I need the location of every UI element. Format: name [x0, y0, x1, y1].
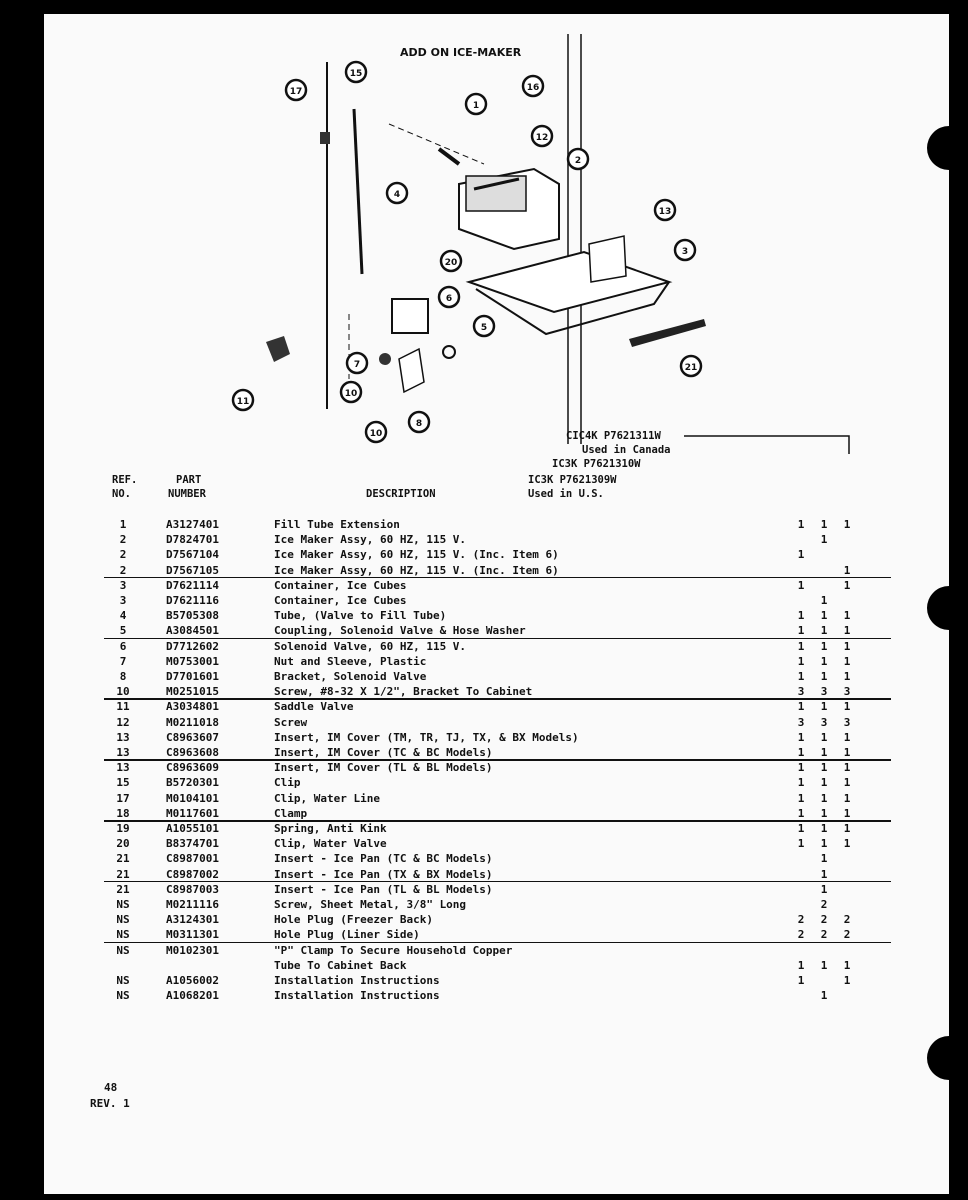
model-3-note: Used in U.S.	[528, 488, 604, 500]
qty-model-2-cell: 1	[820, 639, 828, 653]
qty-model-2-cell: 2	[820, 898, 828, 911]
table-row	[44, 760, 949, 775]
table-row	[44, 715, 949, 730]
qty-model-3-cell: 2	[797, 913, 805, 927]
group-divider	[104, 881, 891, 883]
qty-model-2-cell: 1	[820, 882, 828, 896]
description-cell: Insert, IM Cover (TL & BL Models)	[274, 761, 493, 775]
binder-hole-bottom	[927, 1036, 949, 1080]
ref-cell: NS	[116, 989, 130, 1003]
description-cell: Solenoid Valve, 60 HZ, 115 V.	[274, 639, 467, 653]
table-row	[44, 958, 949, 973]
table-row	[44, 532, 949, 547]
callout-11: 11	[236, 397, 250, 407]
part-number-cell: D7621114	[166, 578, 219, 592]
callout-1: 1	[472, 101, 480, 111]
callout-17: 17	[289, 87, 303, 97]
table-row	[44, 973, 949, 988]
part-number-cell: C8963608	[166, 746, 219, 759]
qty-model-1-cell: 1	[843, 806, 851, 820]
description-cell: Installation Instructions	[274, 974, 440, 987]
qty-model-3-cell: 1	[797, 654, 805, 668]
ref-cell: 1	[119, 518, 127, 531]
description-cell: Nut and Sleeve, Plastic	[274, 654, 427, 668]
callout-20: 20	[444, 258, 458, 268]
ref-cell: 10	[116, 685, 130, 699]
qty-model-1-cell: 1	[843, 974, 851, 987]
description-cell: Insert - Ice Pan (TC & BC Models)	[274, 852, 493, 866]
callout-7: 7	[353, 360, 361, 370]
table-row	[44, 517, 949, 532]
part-number-cell: C8987003	[166, 882, 219, 896]
qty-model-2-cell: 1	[820, 852, 828, 866]
ref-cell: NS	[116, 913, 130, 927]
model-1-note: Used in Canada	[582, 444, 671, 456]
ref-cell: 6	[119, 639, 127, 653]
table-row	[44, 851, 949, 866]
description-cell: Coupling, Solenoid Valve & Hose Washer	[274, 624, 526, 638]
description-cell: Insert, IM Cover (TM, TR, TJ, TX, & BX Models)	[274, 730, 579, 744]
table-row	[44, 882, 949, 897]
qty-model-2-cell: 1	[820, 518, 828, 531]
table-row	[44, 912, 949, 927]
ref-cell: 21	[116, 867, 130, 881]
description-cell: Installation Instructions	[274, 989, 440, 1003]
part-number-cell: D7824701	[166, 533, 219, 547]
qty-model-1-cell: 3	[843, 685, 851, 699]
table-row	[44, 623, 949, 638]
qty-model-1-cell: 1	[843, 563, 851, 577]
qty-model-2-cell: 1	[820, 670, 828, 683]
qty-model-2-cell: 1	[820, 761, 828, 775]
callout-2: 2	[574, 156, 582, 166]
model-1-label: CIC4K P7621311W	[566, 430, 661, 442]
group-divider	[104, 638, 891, 640]
description-cell: "P" Clamp To Secure Household Copper	[274, 943, 513, 957]
description-cell: Hole Plug (Liner Side)	[274, 928, 420, 942]
group-divider	[104, 759, 891, 761]
callout-21: 21	[684, 363, 698, 373]
qty-model-3-cell: 1	[797, 958, 805, 972]
model-3-label: IC3K P7621309W	[528, 474, 617, 486]
table-row	[44, 547, 949, 562]
group-divider	[104, 577, 891, 579]
qty-model-3-cell: 1	[797, 609, 805, 623]
parts-table	[44, 517, 949, 1007]
qty-model-2-cell: 2	[820, 928, 828, 942]
description-cell: Container, Ice Cubes	[274, 578, 407, 592]
qty-model-1-cell: 1	[843, 578, 851, 592]
table-row	[44, 578, 949, 593]
callout-10a: 10	[344, 389, 358, 399]
group-divider	[104, 698, 891, 700]
callout-13: 13	[658, 207, 672, 217]
part-number-cell: A3084501	[166, 624, 219, 638]
qty-model-2-cell: 1	[820, 609, 828, 623]
model-2-label: IC3K P7621310W	[552, 458, 641, 470]
table-row	[44, 988, 949, 1003]
description-cell: Clip	[274, 776, 301, 790]
col-description-header: DESCRIPTION	[366, 488, 436, 500]
part-number-cell: D7712602	[166, 639, 219, 653]
table-row	[44, 669, 949, 684]
part-number-cell: C8963609	[166, 761, 219, 775]
description-cell: Spring, Anti Kink	[274, 822, 387, 835]
part-number-cell: M0117601	[166, 806, 219, 820]
group-divider	[104, 820, 891, 822]
qty-model-1-cell: 1	[843, 776, 851, 790]
qty-model-1-cell: 2	[843, 928, 851, 942]
qty-model-2-cell: 1	[820, 730, 828, 744]
description-cell: Screw, #8-32 X 1/2", Bracket To Cabinet	[274, 685, 533, 699]
table-row	[44, 563, 949, 578]
qty-model-1-cell: 1	[843, 791, 851, 805]
ref-cell: 3	[119, 578, 127, 592]
qty-model-1-cell: 1	[843, 624, 851, 638]
qty-model-3-cell: 1	[797, 806, 805, 820]
qty-model-3-cell: 1	[797, 776, 805, 790]
part-number-cell: M0102301	[166, 943, 219, 957]
qty-model-1-cell: 1	[843, 654, 851, 668]
col-ref-header-2: NO.	[112, 488, 131, 500]
table-row	[44, 943, 949, 958]
ref-cell: 20	[116, 837, 130, 851]
description-cell: Tube To Cabinet Back	[274, 958, 407, 972]
table-row	[44, 699, 949, 714]
ref-cell: NS	[116, 928, 130, 942]
description-cell: Hole Plug (Freezer Back)	[274, 913, 433, 927]
ref-cell: 13	[116, 730, 130, 744]
ref-cell: 11	[116, 700, 130, 714]
description-cell: Clamp	[274, 806, 308, 820]
table-row	[44, 608, 949, 623]
qty-model-2-cell: 1	[820, 837, 828, 851]
table-row	[44, 806, 949, 821]
part-number-cell: M0311301	[166, 928, 219, 942]
part-number-cell: M0211116	[166, 898, 219, 911]
qty-model-2-cell: 1	[820, 624, 828, 638]
ref-cell: 5	[119, 624, 127, 638]
qty-model-1-cell: 1	[843, 639, 851, 653]
description-cell: Ice Maker Assy, 60 HZ, 115 V. (Inc. Item 6)	[274, 563, 559, 577]
callout-16b: 16	[526, 83, 540, 93]
part-number-cell: A3124301	[166, 913, 219, 927]
qty-model-3-cell: 1	[797, 518, 805, 531]
qty-model-1-cell: 1	[843, 837, 851, 851]
qty-model-2-cell: 3	[820, 715, 828, 729]
qty-model-1-cell: 2	[843, 913, 851, 927]
table-row	[44, 791, 949, 806]
description-cell: Clip, Water Line	[274, 791, 380, 805]
description-cell: Screw, Sheet Metal, 3/8" Long	[274, 898, 467, 911]
ref-cell: 13	[116, 761, 130, 775]
qty-model-2-cell: 1	[820, 533, 828, 547]
ref-cell: 18	[116, 806, 130, 820]
qty-model-1-cell: 3	[843, 715, 851, 729]
description-cell: Insert - Ice Pan (TX & BX Models)	[274, 867, 493, 881]
part-number-cell: M0753001	[166, 654, 219, 668]
ref-cell: 2	[119, 563, 127, 577]
ref-cell: 3	[119, 594, 127, 607]
table-row	[44, 654, 949, 669]
part-number-cell: C8987002	[166, 867, 219, 881]
qty-model-3-cell: 1	[797, 746, 805, 759]
callout-10b: 10	[369, 429, 383, 439]
ref-cell: NS	[116, 974, 130, 987]
qty-model-3-cell: 1	[797, 791, 805, 805]
description-cell: Container, Ice Cubes	[274, 594, 407, 607]
description-cell: Ice Maker Assy, 60 HZ, 115 V.	[274, 533, 467, 547]
ref-cell: 8	[119, 670, 127, 683]
part-number-cell: C8987001	[166, 852, 219, 866]
description-cell: Ice Maker Assy, 60 HZ, 115 V. (Inc. Item 6)	[274, 548, 559, 562]
part-number-cell: A1056002	[166, 974, 219, 987]
qty-model-3-cell: 1	[797, 548, 805, 562]
qty-model-3-cell: 1	[797, 624, 805, 638]
qty-model-2-cell: 1	[820, 654, 828, 668]
part-number-cell: M0104101	[166, 791, 219, 805]
part-number-cell: D7567104	[166, 548, 219, 562]
description-cell: Insert, IM Cover (TC & BC Models)	[274, 746, 493, 759]
description-cell: Tube, (Valve to Fill Tube)	[274, 609, 447, 623]
part-number-cell: A3127401	[166, 518, 219, 531]
qty-model-3-cell: 3	[797, 685, 805, 699]
part-number-cell: A1068201	[166, 989, 219, 1003]
callout-8: 8	[415, 419, 423, 429]
description-cell: Bracket, Solenoid Valve	[274, 670, 427, 683]
qty-model-2-cell: 1	[820, 594, 828, 607]
ref-cell: 17	[116, 791, 130, 805]
description-cell: Insert - Ice Pan (TL & BL Models)	[274, 882, 493, 896]
revision: REV. 1	[90, 1097, 130, 1110]
qty-model-3-cell: 1	[797, 730, 805, 744]
part-number-cell: B5720301	[166, 776, 219, 790]
ref-cell: 7	[119, 654, 127, 668]
ref-cell: 2	[119, 533, 127, 547]
qty-model-3-cell: 1	[797, 578, 805, 592]
table-row	[44, 821, 949, 836]
qty-model-3-cell: 3	[797, 715, 805, 729]
ref-cell: 13	[116, 746, 130, 759]
table-row	[44, 927, 949, 942]
qty-model-1-cell: 1	[843, 609, 851, 623]
table-row	[44, 897, 949, 912]
callout-16a: 15	[349, 69, 363, 79]
qty-model-3-cell: 1	[797, 822, 805, 835]
description-cell: Screw	[274, 715, 308, 729]
callout-3: 3	[681, 247, 689, 257]
qty-model-1-cell: 1	[843, 730, 851, 744]
part-number-cell: M0211018	[166, 715, 219, 729]
qty-model-3-cell: 1	[797, 974, 805, 987]
table-row	[44, 836, 949, 851]
ref-cell: 19	[116, 822, 130, 835]
qty-model-2-cell: 1	[820, 958, 828, 972]
callout-5: 5	[480, 323, 488, 333]
table-row	[44, 593, 949, 608]
description-cell: Clip, Water Valve	[274, 837, 387, 851]
part-number-cell: D7621116	[166, 594, 219, 607]
col-part-header-1: PART	[176, 474, 202, 486]
ref-cell: 12	[116, 715, 130, 729]
qty-model-2-cell: 1	[820, 776, 828, 790]
ref-cell: 15	[116, 776, 130, 790]
qty-model-3-cell: 1	[797, 639, 805, 653]
exploded-diagram	[44, 14, 949, 454]
qty-model-2-cell: 1	[820, 867, 828, 881]
table-row	[44, 867, 949, 882]
ref-cell: 21	[116, 882, 130, 896]
description-cell: Fill Tube Extension	[274, 518, 400, 531]
ref-cell: NS	[116, 943, 130, 957]
qty-model-2-cell: 1	[820, 700, 828, 714]
qty-model-2-cell: 1	[820, 806, 828, 820]
qty-model-3-cell: 1	[797, 700, 805, 714]
qty-model-3-cell: 2	[797, 928, 805, 942]
qty-model-3-cell: 1	[797, 761, 805, 775]
ref-cell: NS	[116, 898, 130, 911]
part-number-cell: C8963607	[166, 730, 219, 744]
part-number-cell: B5705308	[166, 609, 219, 623]
qty-model-2-cell: 3	[820, 685, 828, 699]
ref-cell: 21	[116, 852, 130, 866]
part-number-cell: D7567105	[166, 563, 219, 577]
parts-page	[44, 14, 949, 1194]
qty-model-2-cell: 1	[820, 822, 828, 835]
qty-model-1-cell: 1	[843, 958, 851, 972]
ref-cell: 4	[119, 609, 127, 623]
qty-model-2-cell: 1	[820, 989, 828, 1003]
table-row	[44, 745, 949, 760]
table-row	[44, 730, 949, 745]
qty-model-1-cell: 1	[843, 761, 851, 775]
col-ref-header-1: REF.	[112, 474, 138, 486]
qty-model-1-cell: 1	[843, 518, 851, 531]
table-row	[44, 639, 949, 654]
description-cell: Saddle Valve	[274, 700, 354, 714]
page-number: 48	[104, 1081, 118, 1094]
group-divider	[104, 942, 891, 944]
qty-model-3-cell: 1	[797, 837, 805, 851]
part-number-cell: A3034801	[166, 700, 219, 714]
qty-model-3-cell: 1	[797, 670, 805, 683]
part-number-cell: D7701601	[166, 670, 219, 683]
diagram-title: ADD ON ICE-MAKER	[400, 46, 522, 59]
qty-model-1-cell: 1	[843, 746, 851, 759]
qty-model-1-cell: 1	[843, 700, 851, 714]
qty-model-2-cell: 1	[820, 746, 828, 759]
col-part-header-2: NUMBER	[168, 488, 206, 500]
qty-model-2-cell: 2	[820, 913, 828, 927]
callout-12: 12	[535, 133, 549, 143]
callout-4: 4	[393, 190, 401, 200]
part-number-cell: B8374701	[166, 837, 219, 851]
part-number-cell: M0251015	[166, 685, 219, 699]
callout-6: 6	[445, 294, 453, 304]
qty-model-1-cell: 1	[843, 670, 851, 683]
table-row	[44, 775, 949, 790]
table-row	[44, 684, 949, 699]
ref-cell: 2	[119, 548, 127, 562]
qty-model-2-cell: 1	[820, 791, 828, 805]
qty-model-1-cell: 1	[843, 822, 851, 835]
part-number-cell: A1055101	[166, 822, 219, 835]
